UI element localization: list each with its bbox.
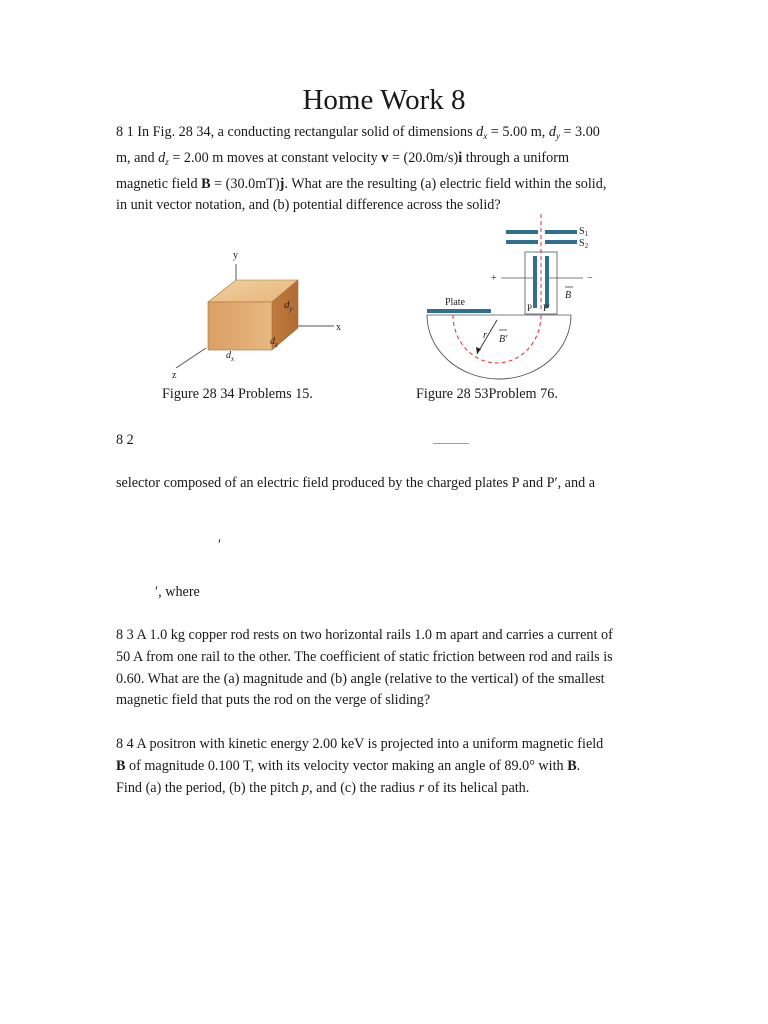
problem-8-1 bbox=[116, 122, 676, 217]
photographic-plate bbox=[427, 309, 491, 313]
dim-z-label: $d_z$ bbox=[270, 336, 278, 349]
problem-8-2-number: 8 2 bbox=[116, 432, 134, 448]
plate-p bbox=[533, 256, 537, 308]
s2-label: $S_2$ bbox=[579, 238, 589, 250]
figure-28-53-caption: Figure 28 53Problem 76. bbox=[416, 386, 558, 402]
problem-8-4 bbox=[116, 734, 676, 799]
problem-8-1-line-3: magnetic field B = (30.0mT)j. What are the resulting (a) electric field within the solid, bbox=[116, 175, 607, 192]
axis-z-label: z bbox=[172, 370, 177, 381]
problem-8-1-line-2: m, and $d_z = 2.00$ m moves at constant velocity v = (20.0m/s)i through a uniform bbox=[116, 149, 569, 167]
plate-p-prime bbox=[545, 256, 549, 308]
slit-s2-left bbox=[506, 240, 538, 244]
p-label: P bbox=[527, 303, 533, 313]
problem-8-1-line-4: in unit vector notation, and (b) potential difference across the solid? bbox=[116, 197, 501, 214]
figure-28-53 bbox=[415, 214, 620, 384]
plate-label: Plate bbox=[445, 297, 465, 308]
problem-8-3-line-2: 50 A from one rail to the other. The coefficient of static friction between rod and rails is bbox=[116, 648, 613, 665]
radius-label: r bbox=[483, 330, 487, 341]
problem-8-3-line-3: 0.60. What are the (a) magnitude and (b) angle (relative to the vertical) of the smallest bbox=[116, 670, 605, 687]
problem-8-3 bbox=[116, 625, 676, 712]
figure-28-34 bbox=[160, 240, 360, 385]
problem-8-4-line-2: B of magnitude 0.100 T, with its velocity vector making an angle of 89.0° with B. bbox=[116, 757, 581, 774]
figure-28-34-caption: Figure 28 34 Problems 15. bbox=[162, 386, 313, 402]
problem-8-3-line-4: magnetic field that puts the rod on the verge of sliding? bbox=[116, 692, 431, 709]
z-axis bbox=[176, 348, 206, 368]
slit-s1-right bbox=[545, 230, 577, 234]
b-field-label: B bbox=[565, 290, 572, 301]
problem-8-4-line-3: Find (a) the period, (b) the pitch p, and (c) the radius r of its helical path. bbox=[116, 779, 530, 796]
s1-label: $S_1$ bbox=[579, 226, 589, 238]
block-front-face bbox=[208, 302, 272, 350]
ion-path-semicircle bbox=[453, 315, 541, 363]
problem-8-2-blank bbox=[433, 443, 469, 444]
problem-8-4-line-1: 8 4 A positron with kinetic energy 2.00 keV is projected into a uniform magnetic field bbox=[116, 736, 604, 752]
minus-label: − bbox=[587, 273, 593, 284]
page-title: Home Work 8 bbox=[302, 84, 466, 116]
dim-x-label: $d_x$ bbox=[226, 350, 235, 363]
axis-y-label: y bbox=[233, 250, 238, 261]
problem-8-3-line-1: 8 3 A 1.0 kg copper rod rests on two horizontal rails 1.0 m apart and carries a current of bbox=[116, 627, 613, 643]
problem-8-2-where: ′, where bbox=[155, 584, 200, 600]
b-prime-label: B′ bbox=[499, 334, 508, 345]
p-prime-label: P′ bbox=[543, 303, 550, 313]
slit-s1-left bbox=[506, 230, 538, 234]
problem-8-2-selector-line: selector composed of an electric field produced by the charged plates P and P′, and a bbox=[116, 475, 596, 491]
problem-8-1-line-1: 8 1 In Fig. 28 34, a conducting rectangular solid of dimensions $d_x = 5.00$ m, $d_y = 3.00$ bbox=[116, 124, 600, 141]
axis-x-label: x bbox=[336, 322, 341, 333]
problem-8-2-prime-mark: ′ bbox=[218, 537, 222, 553]
plus-label: + bbox=[491, 273, 497, 284]
dim-y-label: $d_y$ bbox=[284, 299, 293, 313]
chamber-outline bbox=[427, 315, 571, 379]
slit-s2-right bbox=[545, 240, 577, 244]
